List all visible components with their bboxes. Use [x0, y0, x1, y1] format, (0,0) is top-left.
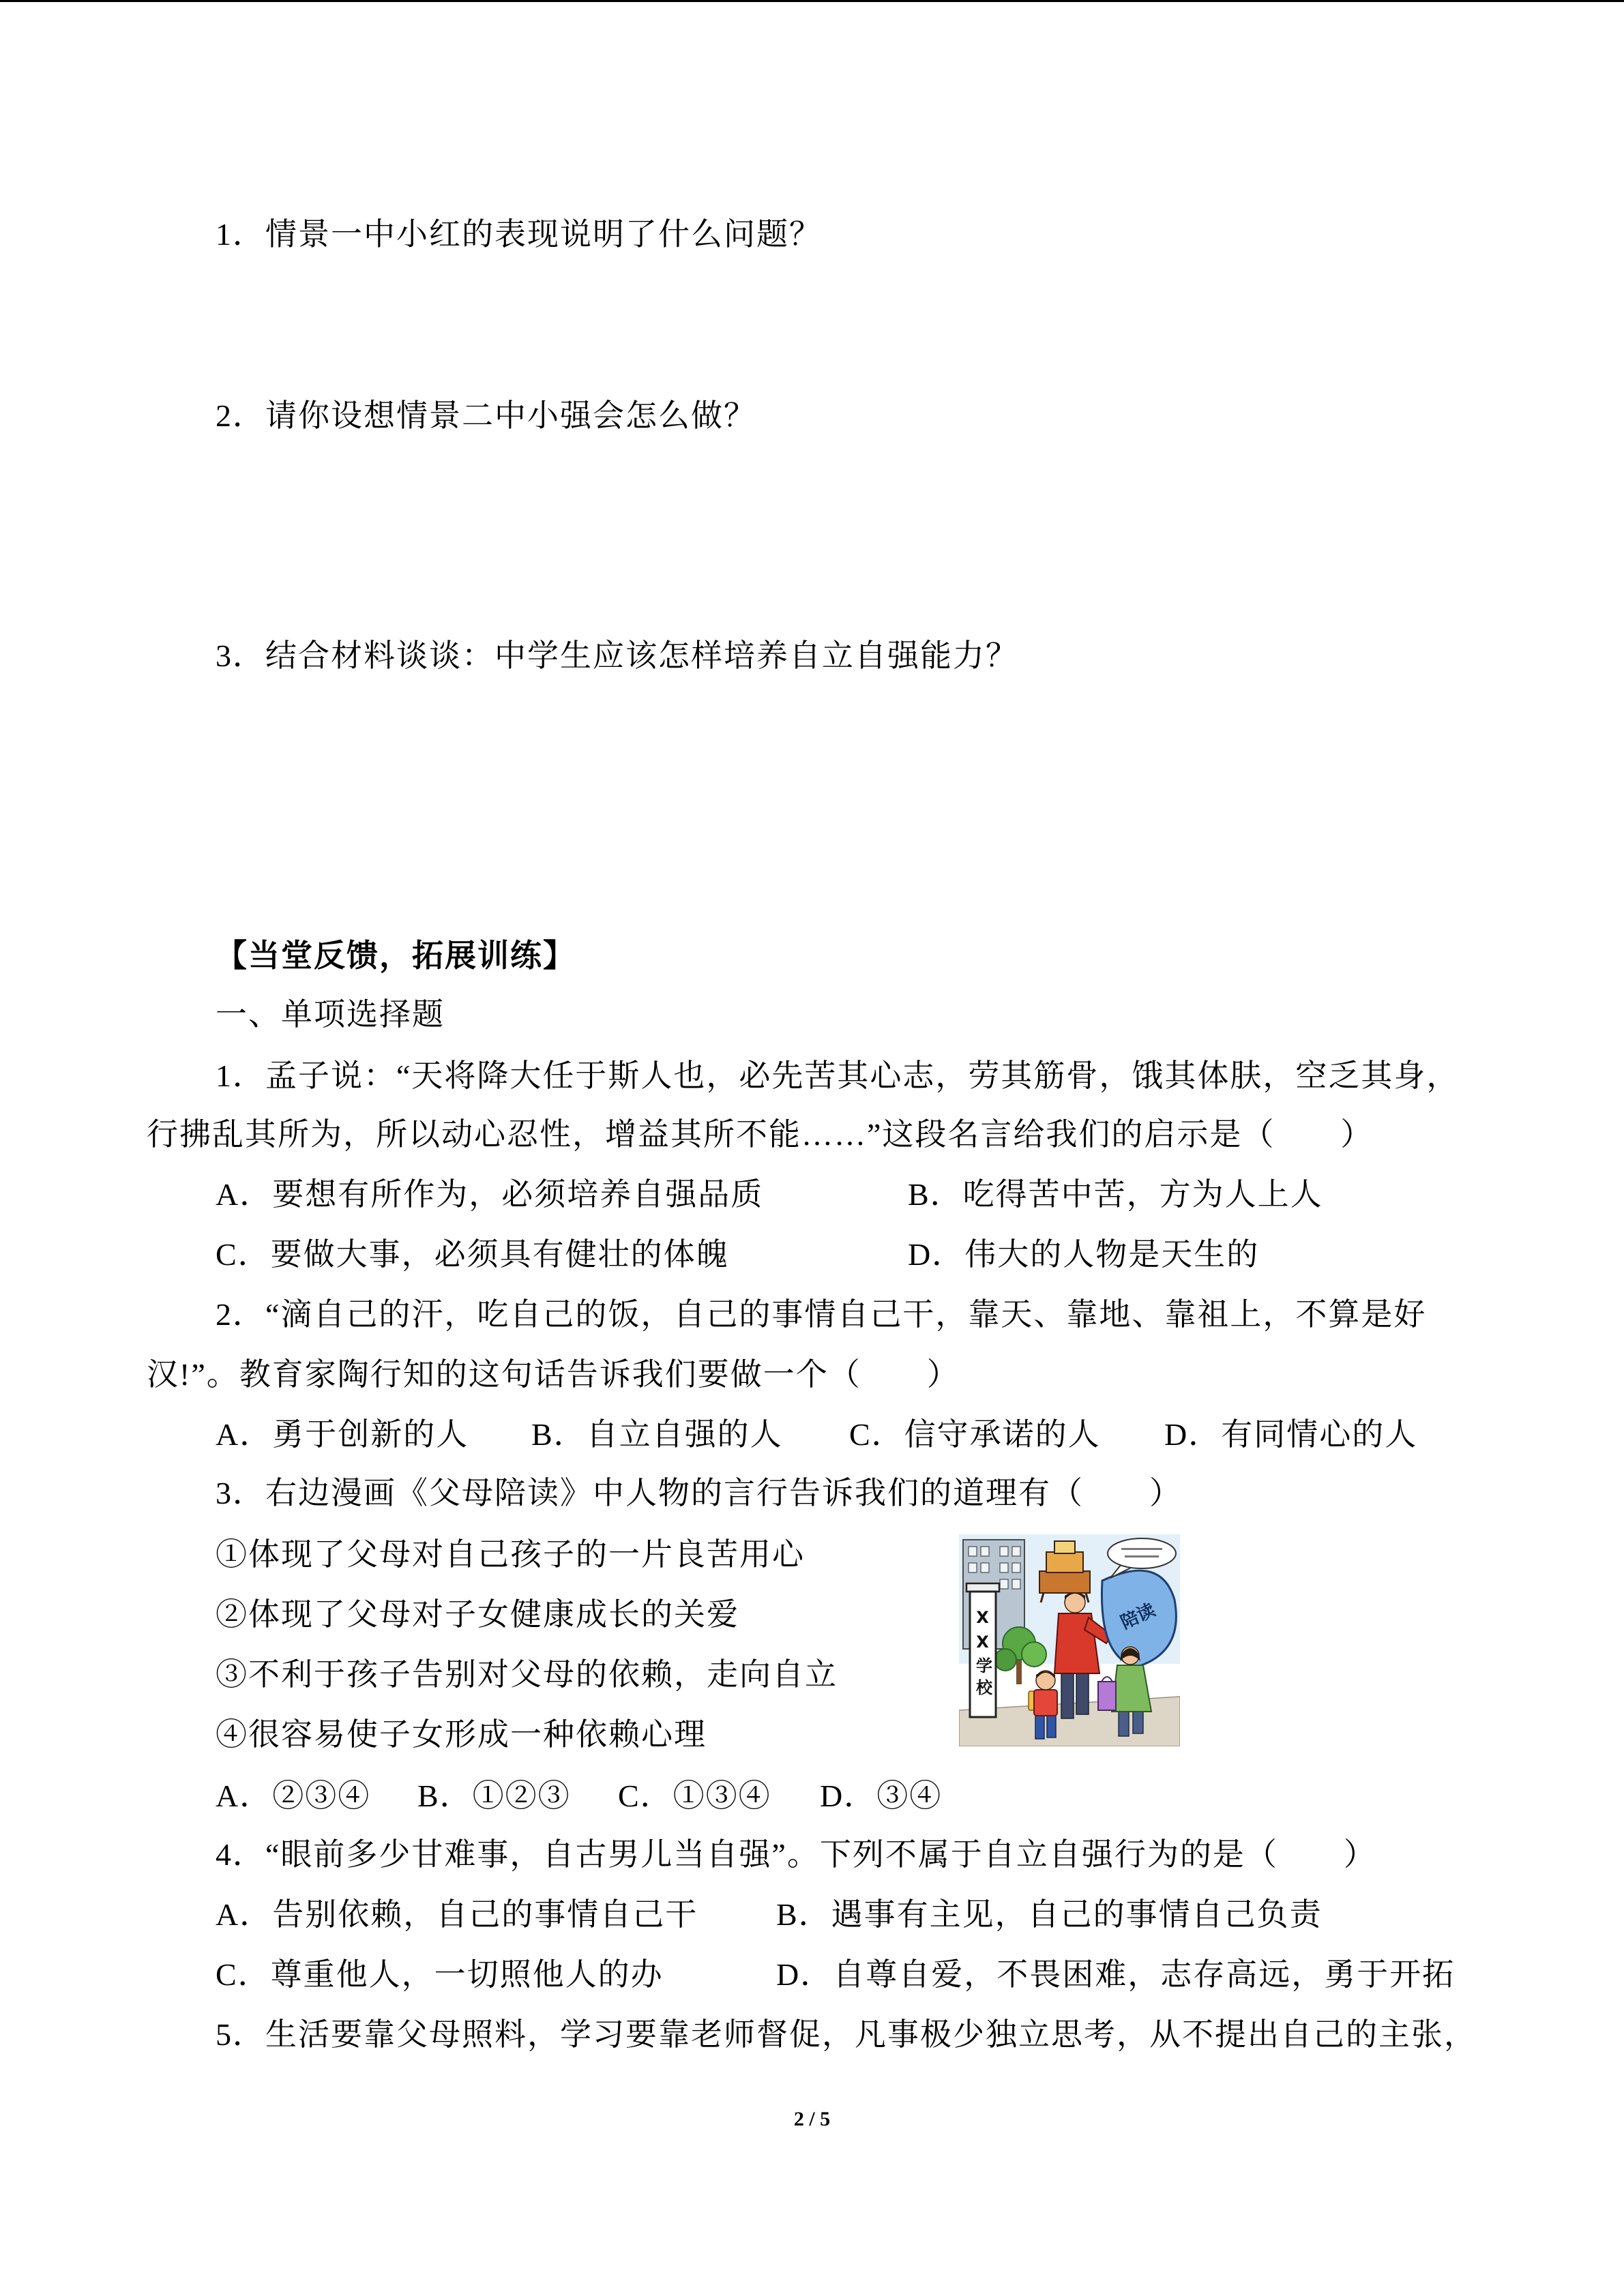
mcq-5-stem: 5．生活要靠父母照料，学习要靠老师督促，凡事极少独立思考，从不提出自己的主张， — [216, 2017, 1477, 2052]
open-question-3: 3．结合材料谈谈：中学生应该怎样培养自立自强能力？ — [216, 638, 1018, 673]
father-left-leg — [1061, 1669, 1074, 1718]
luggage-box — [1054, 1541, 1075, 1553]
mcq-2-option-c: C．信守承诺的人 — [849, 1417, 1101, 1452]
luggage-box — [1046, 1552, 1083, 1572]
mcq-4-option-c: C．尊重他人，一切照他人的办 — [216, 1957, 664, 1992]
mcq-2-option-a: A．勇于创新的人 — [216, 1417, 469, 1452]
building-window — [1012, 1579, 1020, 1589]
tree-trunk — [1016, 1657, 1022, 1684]
building-window — [981, 1563, 989, 1572]
mcq-1-option-b: B．吃得苦中苦，方为人上人 — [908, 1177, 1323, 1212]
section-title: 【当堂反馈，拓展训练】 — [216, 938, 576, 973]
mcq-1-option-d: D．伟大的人物是天生的 — [908, 1237, 1260, 1272]
building-window — [1012, 1563, 1020, 1572]
building-window — [1000, 1547, 1008, 1556]
parents-accompany-study-cartoon — [959, 1534, 1180, 1746]
pillar-cap — [966, 1583, 999, 1592]
mcq-3-stem: 3．右边漫画《父母陪读》中人物的言行告诉我们的道理有（ ） — [216, 1476, 1182, 1510]
mcq-4-option-d: D．自尊自爱，不畏困难，志存高远，勇于开拓 — [776, 1957, 1456, 1992]
building-window — [969, 1547, 977, 1556]
mcq-3-option-a: A．②③④ — [216, 1778, 371, 1813]
mcq-2-stem-line-1: 2．“滴自己的汗，吃自己的饭，自己的事情自己干，靠天、靠地、靠祖上，不算是好 — [216, 1297, 1427, 1332]
tree-crown — [1022, 1642, 1046, 1667]
mcq-2-stem-line-2: 汉!”。教育家陶行知的这句话告诉我们要做一个（ ） — [147, 1357, 960, 1392]
mcq-4-option-b: B．遇事有主见，自己的事情自己负责 — [776, 1897, 1323, 1932]
mcq-3-option-c: C．①③④ — [618, 1778, 771, 1813]
mcq-4-stem: 4．“眼前多少甘难事，自古男儿当自强”。下列不属于自立自强行为的是（ ） — [216, 1837, 1376, 1872]
mcq-1-stem-line-2: 行拂乱其所为，所以动心忍性，增益其所不能……”这段名言给我们的启示是（ ） — [147, 1117, 1374, 1152]
open-question-2: 2．请你设想情景二中小强会怎么做？ — [216, 398, 756, 433]
mcq-3-statement-4: ④很容易使子女形成一种依赖心理 — [216, 1717, 707, 1752]
top-rule — [0, 0, 1624, 2]
child-left-leg — [1035, 1714, 1044, 1739]
luggage-box — [1039, 1571, 1090, 1593]
school-sign-text: XX学校 — [973, 1608, 992, 1701]
mother-right-leg — [1133, 1709, 1143, 1733]
open-question-1: 1．情景一中小红的表现说明了什么问题？ — [216, 217, 822, 252]
building-window — [969, 1563, 977, 1572]
child-shirt — [1034, 1690, 1057, 1716]
mcq-3-option-d: D．③④ — [820, 1778, 943, 1813]
mcq-4-option-a: A．告别依赖，自己的事情自己干 — [216, 1897, 698, 1932]
sack-label: 陪读 — [1117, 1600, 1159, 1634]
mother-left-leg — [1119, 1709, 1129, 1736]
mcq-1-option-c: C．要做大事，必须具有健壮的体魄 — [216, 1237, 729, 1272]
mcq-3-statement-1: ①体现了父母对自己孩子的一片良苦用心 — [216, 1537, 805, 1572]
shopping-bag — [1098, 1677, 1116, 1710]
mcq-3-option-b: B．①②③ — [417, 1778, 571, 1813]
mcq-1-option-a: A．要想有所作为，必须培养自强品质 — [216, 1177, 764, 1212]
mcq-2-option-b: B．自立自强的人 — [531, 1417, 783, 1452]
child-right-leg — [1047, 1714, 1056, 1738]
mcq-3-statement-2: ②体现了父母对子女健康成长的关爱 — [216, 1597, 739, 1632]
mcq-3-statement-3: ③不利于孩子告别对父母的依赖，走向自立 — [216, 1657, 838, 1692]
speech-bubble-body — [1108, 1538, 1176, 1568]
building-window — [1000, 1563, 1008, 1572]
shopping-bag-body — [1098, 1682, 1116, 1710]
section-subtitle: 一、单项选择题 — [216, 997, 445, 1032]
page-number: 2 / 5 — [793, 2108, 831, 2130]
mcq-2-option-d: D．有同情心的人 — [1164, 1417, 1418, 1452]
father-right-leg — [1076, 1669, 1089, 1714]
tree-crown — [994, 1649, 1016, 1671]
building-window — [1000, 1579, 1008, 1589]
speech-bubble-scribble — [1121, 1548, 1162, 1550]
building-window — [1012, 1547, 1020, 1556]
speech-bubble-scribble — [1125, 1555, 1159, 1557]
building-window — [981, 1547, 989, 1556]
mcq-1-stem-line-1: 1．孟子说：“天将降大任于斯人也，必先苦其心志，劳其筋骨，饿其体肤，空乏其身， — [216, 1058, 1460, 1093]
